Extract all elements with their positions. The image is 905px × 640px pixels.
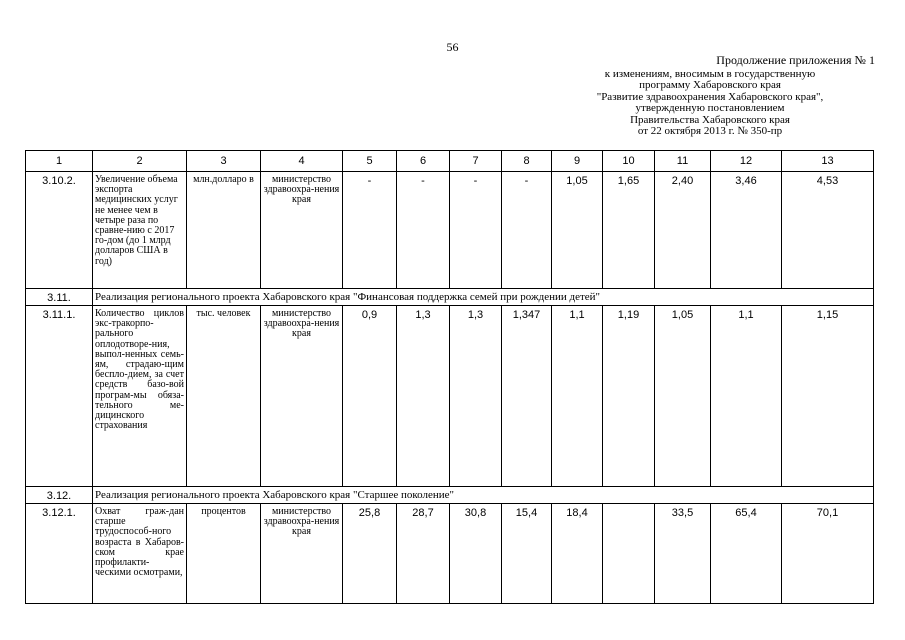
section-title: Реализация регионального проекта Хабаровского края "Старшее поколение" [93, 487, 874, 504]
column-number: 7 [450, 151, 502, 172]
column-number: 11 [655, 151, 711, 172]
row-code: 3.11.1. [26, 306, 93, 487]
value-cell: 0,9 [343, 306, 397, 487]
section-code: 3.12. [26, 487, 93, 504]
row-code: 3.12.1. [26, 504, 93, 604]
column-number: 2 [93, 151, 187, 172]
column-number: 5 [343, 151, 397, 172]
value-cell: 28,7 [397, 504, 450, 604]
section-row [26, 289, 874, 306]
indicators-table [25, 150, 874, 604]
value-cell: 1,65 [603, 172, 655, 289]
indicator-description: Количество циклов экс-тракорпо-рального оплодотворе-ния, выпол-ненных семь-ям, страдаю-щим беспло-дием, за счет средств базо-вой програм-мы обяза-тельного ме-дицинского страхования [93, 306, 187, 487]
section-title: Реализация регионального проекта Хабаровского края "Финансовая поддержка семей при рождении детей" [93, 289, 874, 306]
value-cell: 1,15 [782, 306, 874, 487]
column-number: 9 [552, 151, 603, 172]
value-cell: 15,4 [502, 504, 552, 604]
section-code: 3.11. [26, 289, 93, 306]
value-cell: - [397, 172, 450, 289]
appendix-line: "Развитие здравоохранения Хабаровского края", [596, 90, 824, 103]
table-row [26, 306, 874, 487]
value-cell: 33,5 [655, 504, 711, 604]
unit-cell: млн.долларо в [187, 172, 261, 289]
indicator-description: Увеличение объема экспорта медицинских услуг не менее чем в четыре раза по сравне-нию с 2017 го-дом (до 1 млрд долларов США в год) [93, 172, 187, 289]
ministry-cell: министерство здравоохра-нения края [261, 172, 343, 289]
value-cell [603, 504, 655, 604]
value-cell: 1,3 [397, 306, 450, 487]
appendix-line: от 22 октября 2013 г. № 350-пр [637, 125, 783, 137]
table-row [26, 504, 874, 604]
value-cell: 1,19 [603, 306, 655, 487]
indicator-description: Охват граж-дан старше трудоспособ-ного возраста в Хабаров-ском крае профилакти-ческими осмотрами, [93, 504, 187, 604]
value-cell: 3,46 [711, 172, 782, 289]
column-number-row [26, 151, 874, 172]
column-number: 10 [603, 151, 655, 172]
value-cell: 2,40 [655, 172, 711, 289]
column-number: 1 [26, 151, 93, 172]
unit-cell: процентов [187, 504, 261, 604]
value-cell: - [502, 172, 552, 289]
value-cell: - [450, 172, 502, 289]
value-cell: 1,05 [655, 306, 711, 487]
column-number: 8 [502, 151, 552, 172]
value-cell: - [343, 172, 397, 289]
column-number: 13 [782, 151, 874, 172]
column-number: 12 [711, 151, 782, 172]
column-number: 4 [261, 151, 343, 172]
ministry-cell: министерство здравоохра-нения края [261, 306, 343, 487]
value-cell: 1,347 [502, 306, 552, 487]
value-cell: 30,8 [450, 504, 502, 604]
value-cell: 1,1 [552, 306, 603, 487]
appendix-line: Правительства Хабаровского края [630, 113, 790, 126]
appendix-header [545, 55, 875, 138]
value-cell: 1,3 [450, 306, 502, 487]
column-number: 3 [187, 151, 261, 172]
appendix-line: к изменениям, вносимым в государственную [604, 67, 816, 80]
page-number: 56 [446, 40, 459, 54]
value-cell: 25,8 [343, 504, 397, 604]
value-cell: 4,53 [782, 172, 874, 289]
table-row [26, 172, 874, 289]
ministry-cell: министерство здравоохра-нения края [261, 504, 343, 604]
unit-cell: тыс. человек [187, 306, 261, 487]
appendix-line: программу Хабаровского края [639, 79, 781, 91]
value-cell: 18,4 [552, 504, 603, 604]
value-cell: 1,1 [711, 306, 782, 487]
appendix-line: утвержденную постановлением [635, 102, 785, 114]
value-cell: 1,05 [552, 172, 603, 289]
row-code: 3.10.2. [26, 172, 93, 289]
value-cell: 70,1 [782, 504, 874, 604]
section-row [26, 487, 874, 504]
appendix-title: Продолжение приложения № 1 [716, 53, 875, 67]
value-cell: 65,4 [711, 504, 782, 604]
column-number: 6 [397, 151, 450, 172]
